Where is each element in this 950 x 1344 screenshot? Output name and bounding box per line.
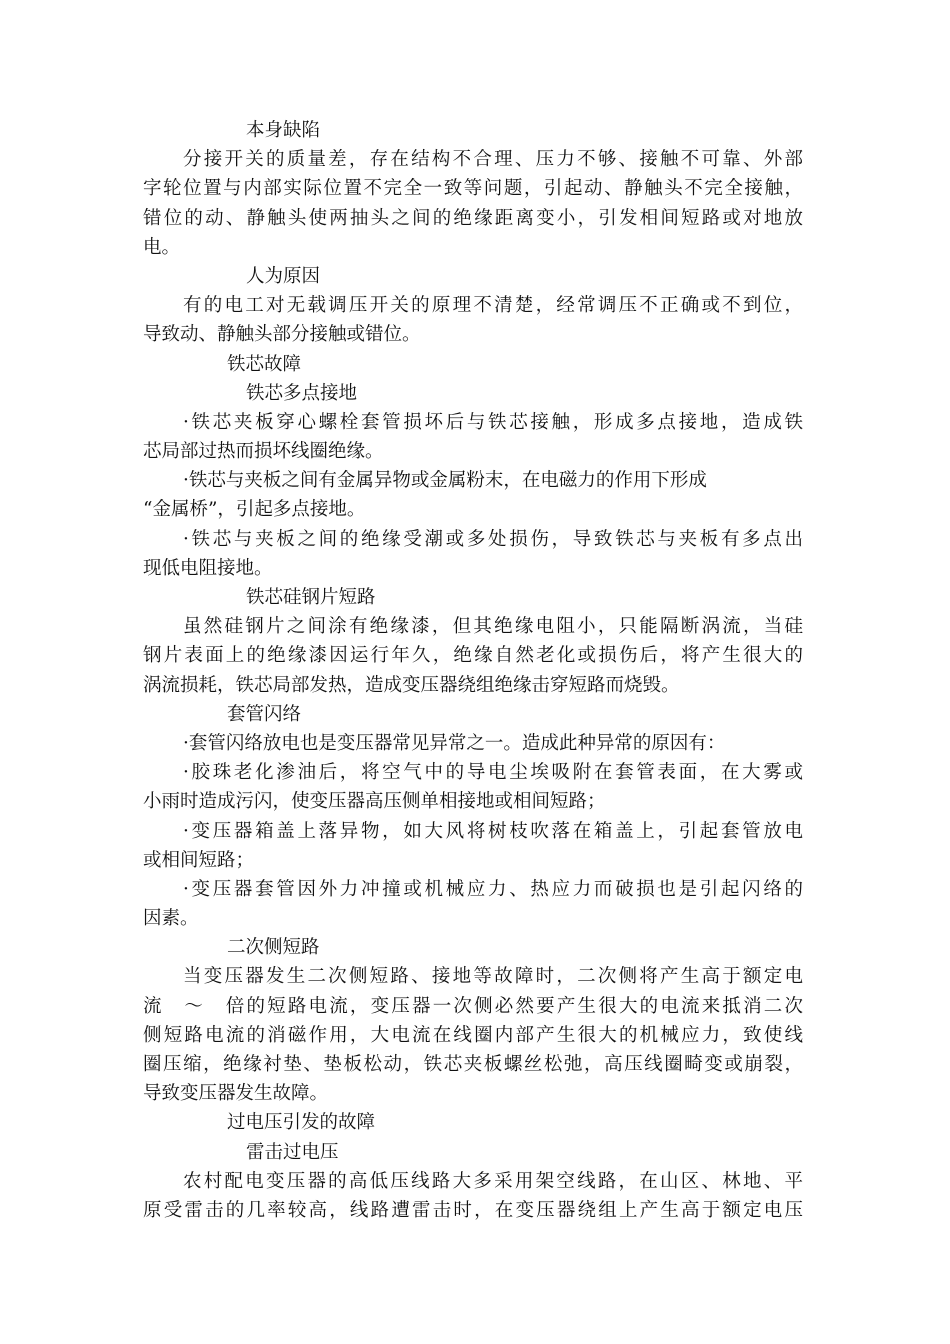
paragraph-first-line: 有的电工对无载调压开关的原理不清楚，经常调压不正确或不到位， [183,295,803,317]
bullet-line: ·铁芯与夹板之间有金属异物或金属粉末，在电磁力的作用下形成 [183,470,707,492]
bullet-line: ·变压器箱盖上落异物，如大风将树枝吹落在箱盖上，引起套管放电 [183,820,803,842]
text-line: 或相间短路； [143,849,255,871]
text-line: 现低电阻接地。 [143,557,273,579]
text-line: 圈压缩，绝缘衬垫、垫板松动，铁芯夹板螺丝松弛，高压线圈畸变或崩裂， [143,1054,803,1075]
section-heading: 铁芯故障 [227,353,302,375]
text-line: 因素。 [143,908,199,930]
text-line: 字轮位置与内部实际位置不完全一致等问题，引起动、静触头不完全接触， [143,178,803,200]
text-line: 钢片表面上的绝缘漆因运行年久，绝缘自然老化或损伤后，将产生很大的 [143,645,803,667]
text-line: 导致动、静触头部分接触或错位。 [143,324,421,346]
text-line: 侧短路电流的消磁作用，大电流在线圈内部产生很大的机械应力，致使线 [143,1024,803,1046]
paragraph-first-line: 虽然硅钢片之间涂有绝缘漆，但其绝缘电阻小，只能隔断涡流，当硅 [183,616,803,638]
text-line: 流 ～ 倍的短路电流，变压器一次侧必然要产生很大的电流来抵消二次 [143,995,803,1017]
bullet-line: ·胶珠老化渗油后，将空气中的导电尘埃吸附在套管表面，在大雾或 [183,762,803,784]
paragraph-first-line: 当变压器发生二次侧短路、接地等故障时，二次侧将产生高于额定电 [183,966,803,988]
text-line: 小雨时造成污闪，使变压器高压侧单相接地或相间短路； [143,791,606,813]
bullet-line: ·变压器套管因外力冲撞或机械应力、热应力而破损也是引起闪络的 [183,878,803,900]
section-subheading: 雷击过电压 [246,1141,339,1163]
text-line: 涡流损耗，铁芯局部发热，造成变压器绕组绝缘击穿短路而烧毁。 [143,674,680,696]
bullet-line: ·铁芯夹板穿心螺栓套管损坏后与铁芯接触，形成多点接地，造成铁 [183,411,803,433]
text-line: 电。 [143,236,181,258]
text-line: 导致变压器发生故障。 [143,1083,329,1105]
section-heading: 二次侧短路 [227,937,320,959]
section-heading: 套管闪络 [227,703,302,725]
paragraph-first-line: 分接开关的质量差，存在结构不合理、压力不够、接触不可靠、外部 [183,149,803,171]
section-subheading: 人为原因 [246,265,321,287]
section-heading: 过电压引发的故障 [227,1112,376,1134]
section-subheading: 本身缺陷 [246,120,321,141]
text-line: 原受雷击的几率较高，线路遭雷击时，在变压器绕组上产生高于额定电压 [143,1199,803,1221]
document-body [143,116,803,1225]
text-line: 错位的动、静触头使两抽头之间的绝缘距离变小，引发相间短路或对地放 [143,207,803,229]
bullet-line: ·套管闪络放电也是变压器常见异常之一。造成此种异常的原因有： [183,732,726,754]
section-subheading: 铁芯多点接地 [246,382,358,404]
bullet-line: ·铁芯与夹板之间的绝缘受潮或多处损伤，导致铁芯与夹板有多点出 [183,528,803,550]
paragraph-first-line: 农村配电变压器的高低压线路大多采用架空线路，在山区、林地、平 [183,1170,803,1192]
text-line: 芯局部过热而损坏线圈绝缘。 [143,441,384,463]
text-line: “金属桥”，引起多点接地。 [143,499,366,521]
section-subheading: 铁芯硅钢片短路 [246,587,376,608]
